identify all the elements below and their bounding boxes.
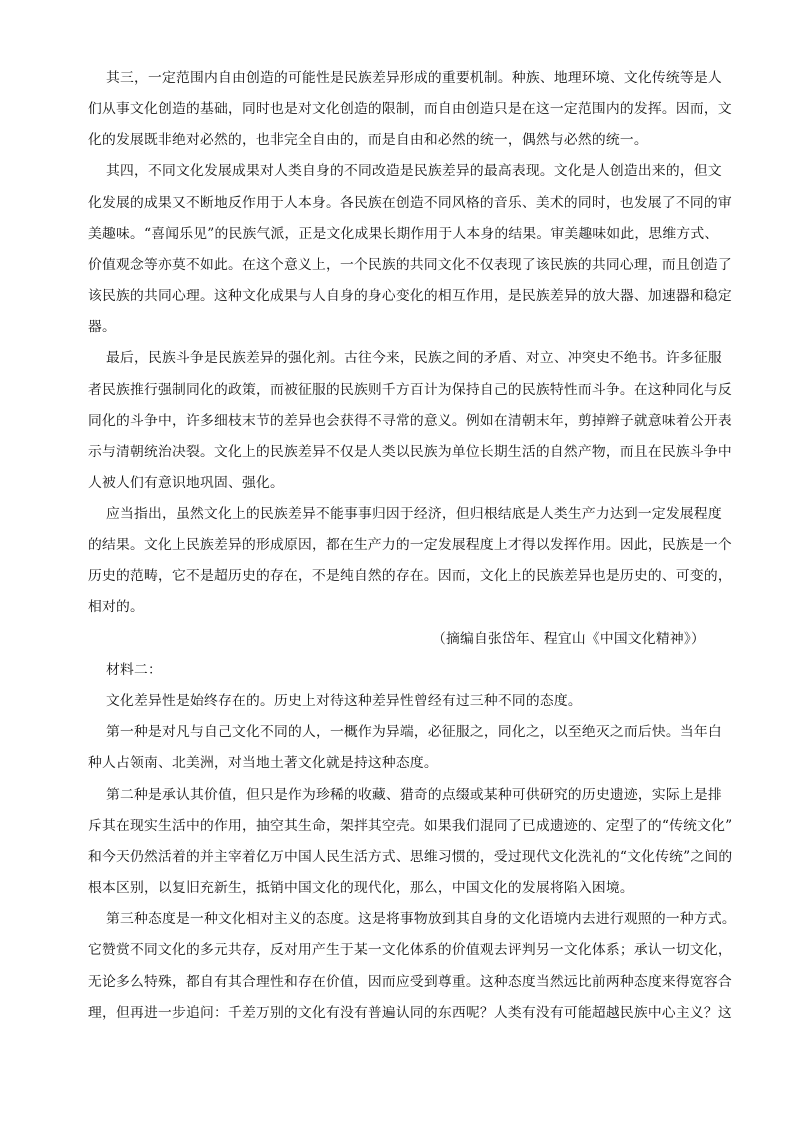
material-paragraph-1-line-1: 文化差异性是始终存在的。历史上对待这种差异性曾经有过三种不同的态度。 xyxy=(106,693,582,709)
paragraph-4-line-1: 其四，不同文化发展成果对人类自身的不同改造是民族差异的最高表现。文化是人创造出来的，但文 xyxy=(106,163,722,179)
material-paragraph-4-line-1: 第三种态度是一种文化相对主义的态度。这是将事物放到其自身的文化语境内去进行观照的一种方式。 xyxy=(106,911,736,927)
paragraph-5-line-1: 最后，民族斗争是民族差异的强化剂。古往今来，民族之间的矛盾、对立、冲突史不绝书。许多征服 xyxy=(106,350,722,366)
material-paragraph-3-line-4: 根本区别，以复旧充新生，抵销中国文化的现代化，那么，中国文化的发展将陷入困境。 xyxy=(88,880,634,896)
material-paragraph-3-line-1: 第二种是承认其价值，但只是作为珍稀的收藏、猎奇的点缀或某种可供研究的历史遗迹，实际上是排 xyxy=(106,787,722,803)
material-paragraph-4-line-2: 它赞赏不同文化的多元共存，反对用产生于某一文化体系的价值观去评判另一文化体系；承认一切文化， xyxy=(88,942,732,958)
paragraph-3-line-2: 们从事文化创造的基础，同时也是对文化创造的限制，而自由创造只是在这一定范围内的发挥。因而，文 xyxy=(88,101,732,117)
paragraph-5-line-3: 同化的斗争中，许多细枝末节的差异也会获得不寻常的意义。例如在清朝末年，剪掉辫子就意味着公开表 xyxy=(88,413,732,429)
material-paragraph-2-line-2: 种人占领南、北美洲，对当地土著文化就是持这种态度。 xyxy=(88,755,438,771)
material-paragraph-2-line-1: 第一种是对凡与自己文化不同的人，一概作为异端，必征服之，同化之，以至绝灭之而后快。当年白 xyxy=(106,724,722,740)
paragraph-5-line-2: 者民族推行强制同化的政策，而被征服的民族则千方百计为保持自己的民族特性而斗争。在这种同化与反 xyxy=(88,382,732,398)
paragraph-4-line-3: 美趣味。“喜闻乐见”的民族气派，正是文化成果长期作用于人本身的结果。审美趣味如此，思维方式、 xyxy=(88,226,719,242)
paragraph-6-line-3: 历史的范畴，它不是超历史的存在，不是纯自然的存在。因而，文化上的民族差异也是历史的、可变的， xyxy=(88,568,732,584)
paragraph-3-line-3: 化的发展既非绝对必然的，也非完全自由的，而是自由和必然的统一，偶然与必然的统一。 xyxy=(88,132,648,148)
paragraph-4-line-4: 价值观念等亦莫不如此。在这个意义上，一个民族的共同文化不仅表现了该民族的共同心理，而且创造了 xyxy=(88,257,732,273)
material-paragraph-4-line-4: 理，但再进一步追问：千差万别的文化有没有普遍认同的东西呢？人类有没有可能超越民族中心主义？这 xyxy=(88,1005,732,1021)
paragraph-4-line-5: 该民族的共同心理。这种文化成果与人自身的身心变化的相互作用，是民族差异的放大器、加速器和稳定 xyxy=(88,288,732,304)
paragraph-6-line-2: 的结果。文化上民族差异的形成原因，都在生产力的一定发展程度上才得以发挥作用。因此，民族是一个 xyxy=(88,537,732,553)
material-paragraph-4-line-3: 无论多么特殊，都自有其合理性和存在价值，因而应受到尊重。这种态度当然远比前两种态度来得宽容合 xyxy=(88,974,732,990)
paragraph-5-line-4: 示与清朝统治决裂。文化上的民族差异不仅是人类以民族为单位长期生活的自然产物，而且在民族斗争中 xyxy=(88,444,732,460)
paragraph-4-line-6: 器。 xyxy=(88,319,116,335)
material-paragraph-3-line-2: 斥其在现实生活中的作用，抽空其生命，架拌其空壳。如果我们混同了已成遗迹的、定型了的“传统文化” xyxy=(88,818,733,834)
material-label: 材料二： xyxy=(106,662,162,678)
paragraph-5-line-5: 人被人们有意识地巩固、强化。 xyxy=(88,475,284,491)
paragraph-6-line-4: 相对的。 xyxy=(88,599,144,615)
paragraph-3-line-1: 其三，一定范围内自由创造的可能性是民族差异形成的重要机制。种族、地理环境、文化传统等是人 xyxy=(106,70,722,86)
paragraph-4-line-2: 化发展的成果又不断地反作用于人本身。各民族在创造不同风格的音乐、美术的同时，也发展了不同的审 xyxy=(88,195,732,211)
paragraph-6-line-1: 应当指出，虽然文化上的民族差异不能事事归因于经济，但归根结底是人类生产力达到一定发展程度 xyxy=(106,506,722,522)
material-paragraph-3-line-3: 和今天仍然活着的并主宰着亿万中国人民生活方式、思维习惯的，受过现代文化洗礼的“文化传统”之间的 xyxy=(88,849,733,865)
source-note: （摘编自张岱年、程宜山《中国文化精神》） xyxy=(431,631,705,647)
